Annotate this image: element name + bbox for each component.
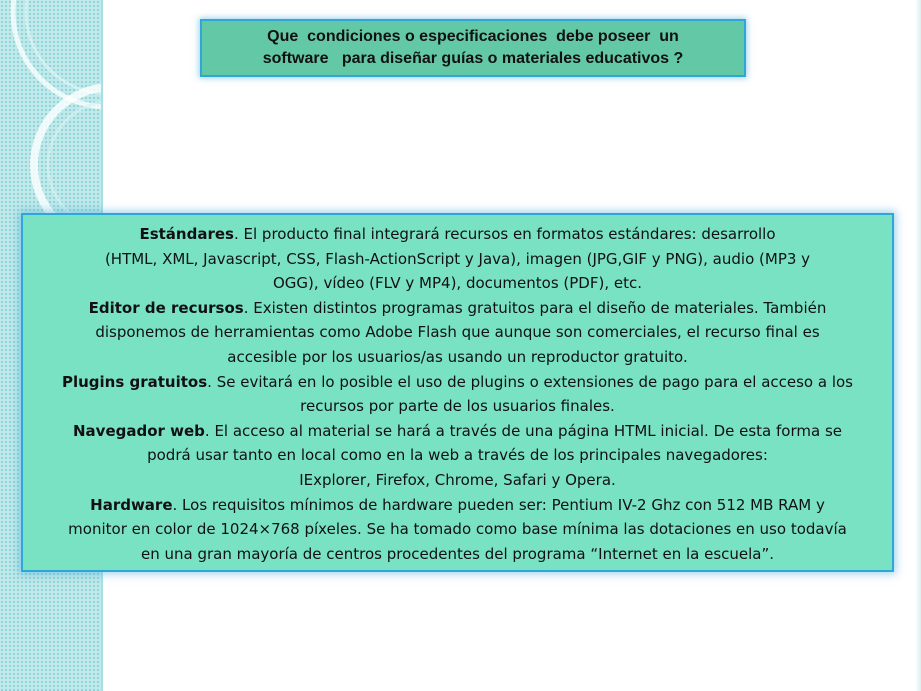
- right-edge-decoration: [915, 0, 921, 691]
- slide-title: [263, 26, 684, 70]
- term-estandares: Estándares: [139, 225, 234, 243]
- term-hardware: Hardware: [90, 495, 173, 514]
- navegador-line-2: podrá usar tanto en local como en la web a través de los principales navegadores:: [147, 446, 768, 465]
- editor-line-3: accesible por los usuarios/as usando un reproductor gratuito.: [227, 347, 688, 366]
- title-line-2: software para diseñar guías o materiales educativos ?: [262, 50, 684, 67]
- editor-text-1: . Existen distintos programas gratuitos para el diseño de materiales. También: [243, 298, 827, 317]
- paragraph-estandares: [29, 222, 886, 296]
- term-plugins: Plugins gratuitos: [61, 372, 208, 391]
- editor-line-2: disponemos de herramientas como Adobe Flash que aunque son comerciales, el recurso final es: [95, 323, 820, 342]
- paragraph-plugins: [29, 370, 886, 419]
- title-line-1: Que condiciones o especificaciones debe poseer un: [267, 28, 679, 45]
- plugins-line-2: recursos por parte de los usuarios finales.: [300, 397, 615, 416]
- estandares-line-3: OGG), vídeo (FLV y MP4), documentos (PDF), etc.: [273, 274, 642, 293]
- hardware-line-1: [29, 493, 886, 518]
- paragraph-navegador: [29, 419, 886, 493]
- hardware-text-1: . Los requisitos mínimos de hardware pueden ser: Pentium IV-2 Ghz con 512 MB RAM y: [172, 495, 825, 514]
- editor-line-1: [29, 296, 886, 321]
- term-navegador: Navegador web: [72, 421, 205, 440]
- navegador-line-3: IExplorer, Firefox, Chrome, Safari y Opera.: [299, 470, 616, 489]
- navegador-line-1: [29, 419, 886, 444]
- title-box: [200, 19, 746, 77]
- content-box: [21, 213, 894, 572]
- estandares-text-1: . El producto final integrará recursos en formatos estándares: desarrollo: [233, 225, 776, 243]
- navegador-text-1: . El acceso al material se hará a través de una página HTML inicial. De esta forma se: [204, 421, 842, 440]
- paragraph-hardware: [29, 493, 886, 567]
- plugins-line-1: [29, 370, 886, 395]
- hardware-line-3: en una gran mayoría de centros procedentes del programa “Internet en la escuela”.: [140, 544, 775, 563]
- plugins-text-1: . Se evitará en lo posible el uso de plugins o extensiones de pago para el acceso a los: [207, 372, 853, 391]
- hardware-line-2: monitor en color de 1024×768 píxeles. Se ha tomado como base mínima las dotaciones en uso todavía: [68, 520, 847, 539]
- estandares-line-1: [29, 222, 886, 247]
- term-editor: Editor de recursos: [88, 298, 244, 317]
- estandares-line-2: (HTML, XML, Javascript, CSS, Flash-ActionScript y Java), imagen (JPG,GIF y PNG), audio (MP3 y: [104, 249, 811, 268]
- paragraph-editor: [29, 296, 886, 370]
